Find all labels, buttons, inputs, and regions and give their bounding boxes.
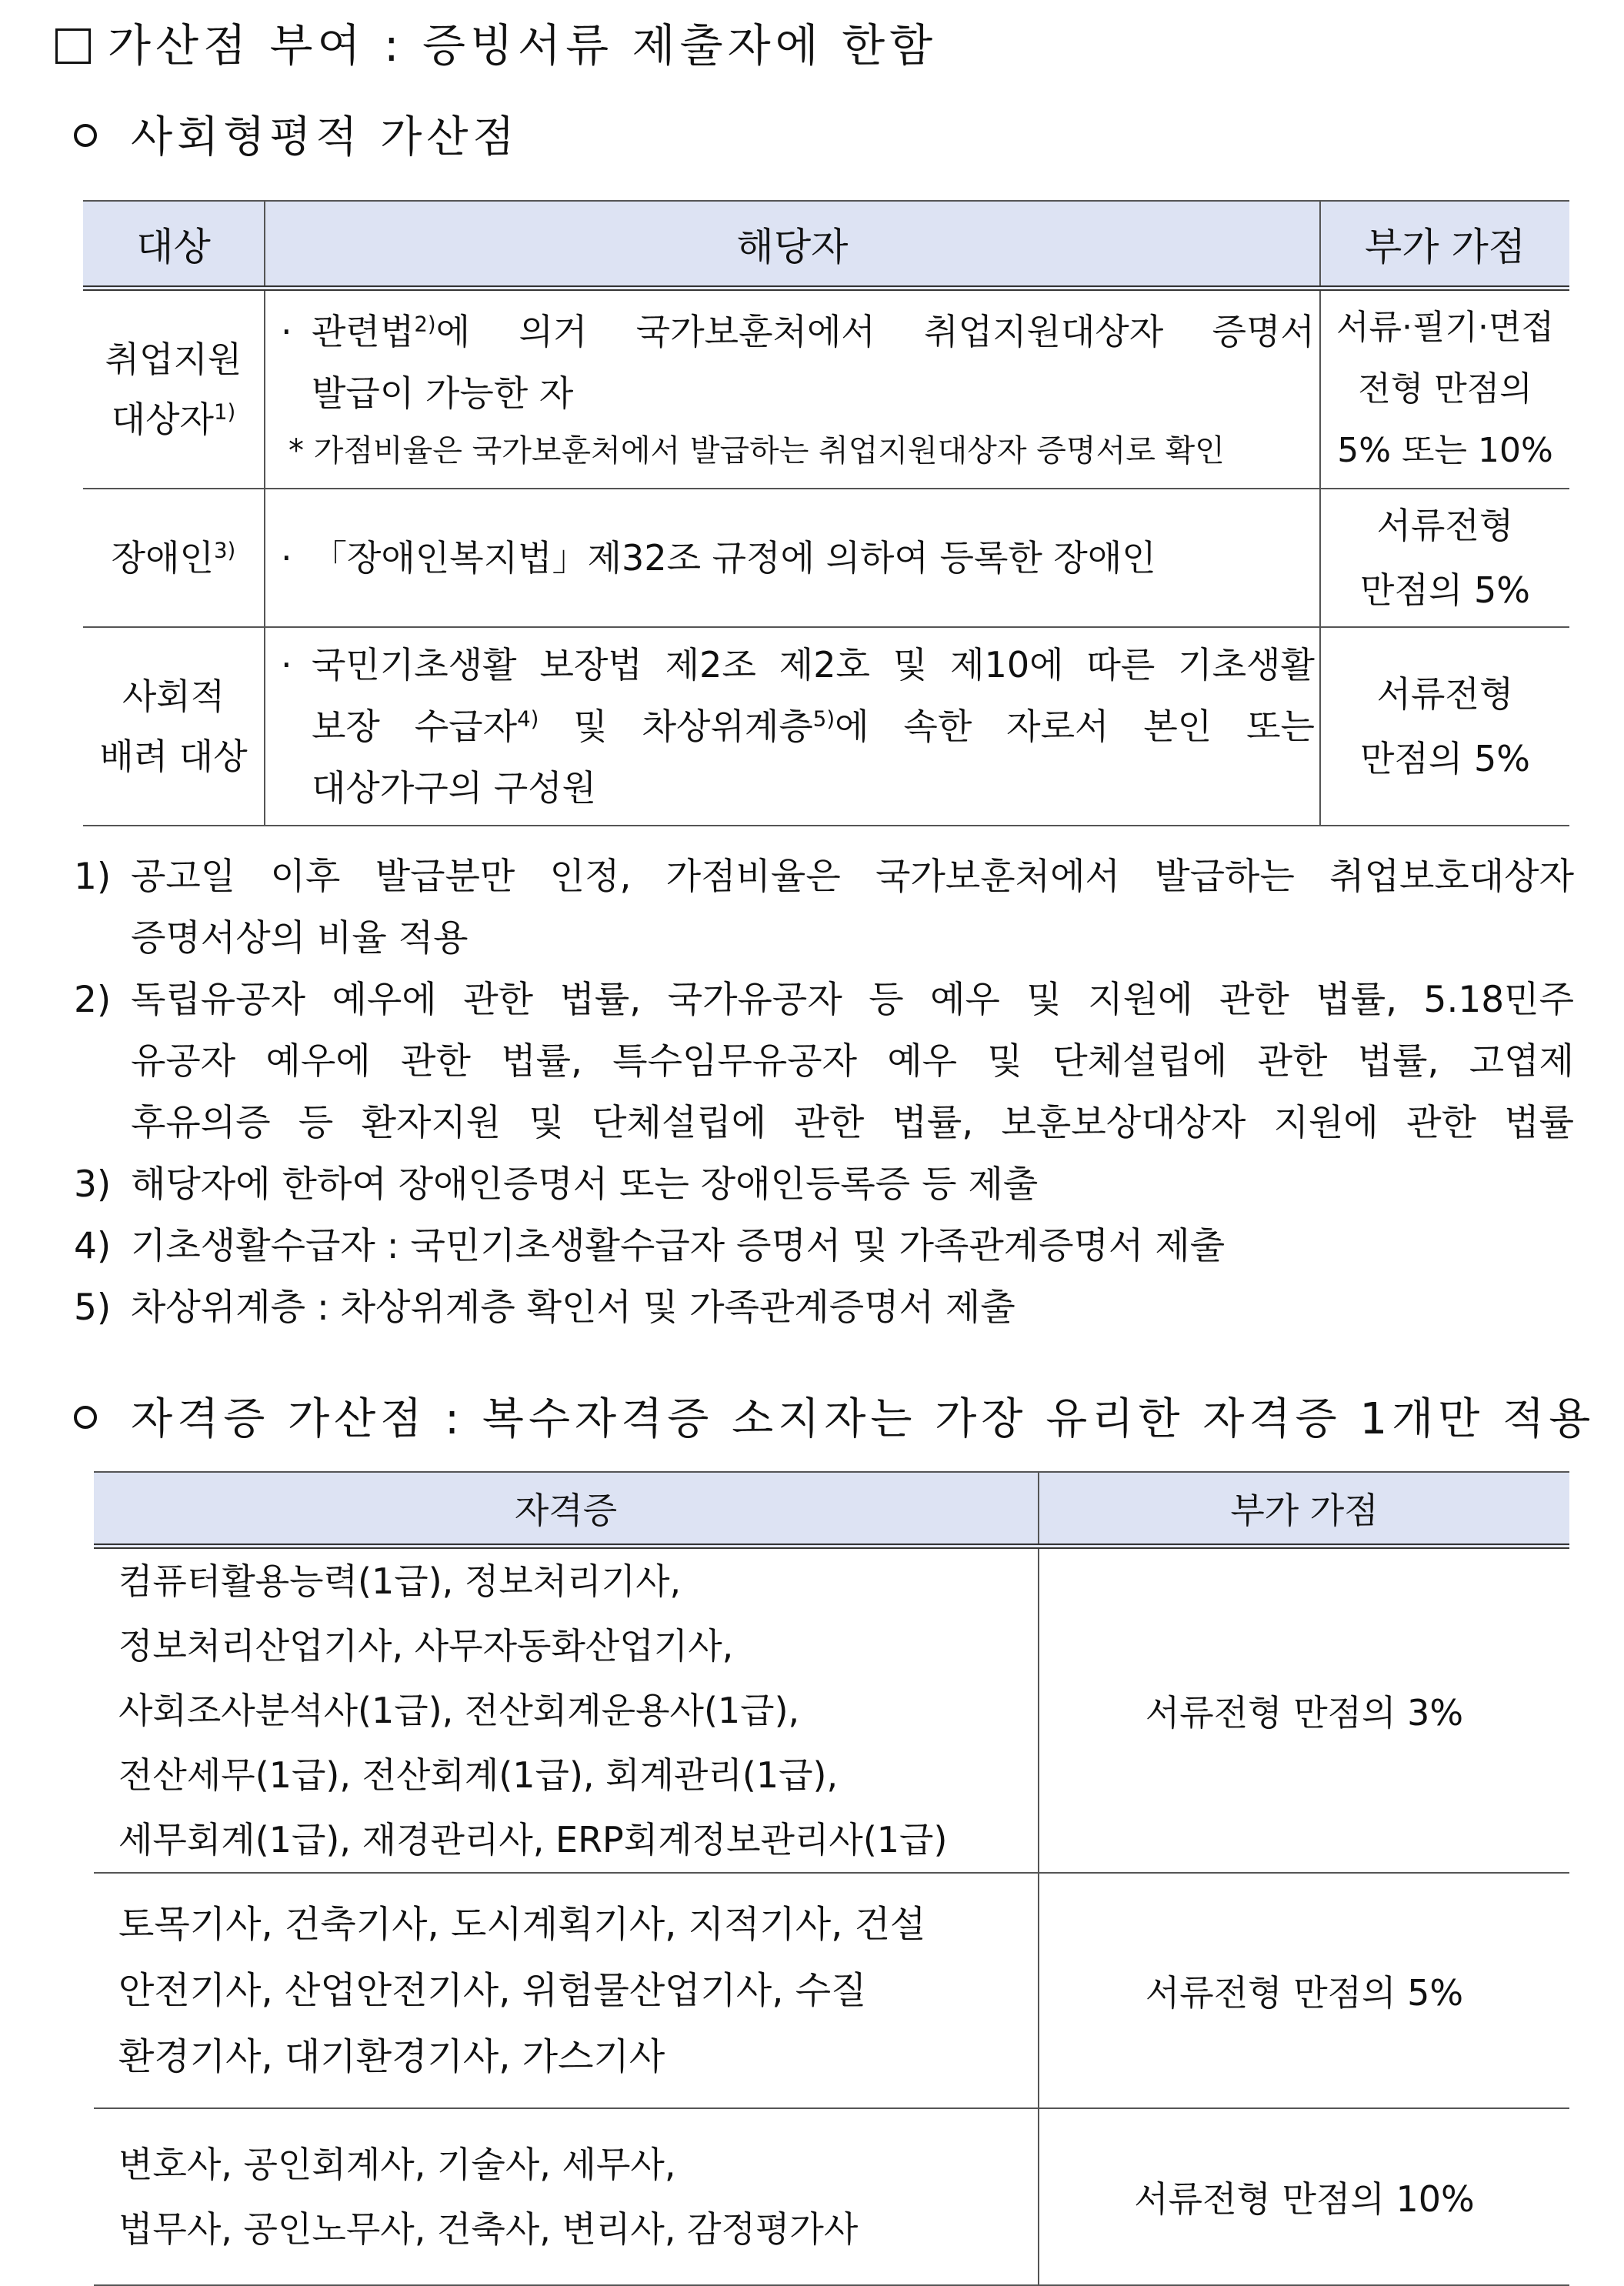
circle-bullet-icon <box>74 124 97 147</box>
eligible-text: · 관련법$^{2)}$에 의거 국가보훈처에서 취업지원대상자 증명서 <box>265 301 1319 362</box>
eligible-text: 보장 수급자$^{4)}$ 및 차상위계층$^{5)}$에 속한 자로서 본인 또는 <box>312 705 1315 747</box>
target-cell: 장애인$^{3)}$ <box>83 489 265 627</box>
header-eligible: 해당자 <box>265 201 1320 289</box>
section-cert-title <box>74 1385 1596 1447</box>
table-row <box>94 1547 1569 1874</box>
points-cell: 서류·필기·면접 전형 만점의 5% 또는 10% <box>1320 289 1569 489</box>
table-row <box>83 489 1569 627</box>
certificate-cell: 변호사, 공인회계사, 기술사, 세무사, 법무사, 공인노무사, 건축사, 변리사, 감정평가사 <box>94 2108 1039 2285</box>
section-social-title-text: 사회형평적 가산점 <box>131 112 519 162</box>
footnote-item: 5) 차상위계층 : 차상위계층 확인서 및 가족관계증명서 제출 <box>74 1287 1015 1329</box>
target-cell: 사회적 배려 대상 <box>83 627 265 826</box>
points-cell: 서류전형 만점의 5% <box>1039 1873 1569 2108</box>
header-target: 대상 <box>83 201 265 289</box>
eligible-cell <box>265 289 1320 489</box>
table-row <box>94 2108 1569 2285</box>
target-text: 취업지원 <box>105 338 242 380</box>
table-row <box>83 289 1569 489</box>
points-cell: 서류전형 만점의 5% <box>1320 627 1569 826</box>
points-cell: 서류전형 만점의 5% <box>1320 489 1569 627</box>
table-row <box>94 1873 1569 2108</box>
header-certificate: 자격증 <box>94 1472 1039 1547</box>
footnote-item: 3) 해당자에 한하여 장애인증명서 또는 장애인등록증 등 제출 <box>74 1163 1039 1206</box>
target-cell <box>83 289 265 489</box>
certificate-cell: 토목기사, 건축기사, 도시계획기사, 지적기사, 건설 안전기사, 산업안전기사, 위험물산업기사, 수질 환경기사, 대기환경기사, 가스기사 <box>94 1873 1039 2108</box>
footnote-item: 4) 기초생활수급자 : 국민기초생활수급자 증명서 및 가족관계증명서 제출 <box>74 1225 1226 1267</box>
table-header-row <box>94 1472 1569 1547</box>
circle-bullet-icon <box>74 1406 97 1429</box>
main-heading-text: 가산점 부여 : 증빙서류 제출자에 한함 <box>108 19 938 72</box>
table-header-row <box>83 201 1569 289</box>
social-equity-table <box>83 200 1569 826</box>
eligible-text: · 「장애인복지법」제32조 규정에 의하여 등록한 장애인 <box>265 527 1319 589</box>
points-cell: 서류전형 만점의 10% <box>1039 2108 1569 2285</box>
certificate-cell: 컴퓨터활용능력(1급), 정보처리기사, 정보처리산업기사, 사무자동화산업기사, 사회조사분석사(1급), 전산회계운용사(1급), 전산세무(1급), 전산회계(1급), 회계관리(1급), 세무회계(1급), 재경관리사, ERP회계정보관리사(1급) <box>94 1547 1039 1874</box>
eligible-cell <box>265 489 1320 627</box>
eligible-note: * 가점비율은 국가보훈처에서 발급하는 취업지원대상자 증명서로 확인 <box>288 432 1225 469</box>
section-social-title <box>74 103 519 165</box>
header-points: 부가 가점 <box>1039 1472 1569 1547</box>
points-cell: 서류전형 만점의 3% <box>1039 1547 1569 1874</box>
footnote-item: 2) 독립유공자 예우에 관한 법률, 국가유공자 등 예우 및 지원에 관한 법률, 5.18민주 유공자 예우에 관한 법률, 특수임무유공자 예우 및 단체설립에 관한 법률, 고엽제 후유의증 등 환자지원 및 단체설립에 관한 법률, 보훈보상대상자 지원에 관한 법률 <box>74 979 1574 1144</box>
eligible-cell <box>265 627 1320 826</box>
eligible-text: 발급이 가능한 자 <box>312 372 574 414</box>
eligible-text: 대상가구의 구성원 <box>312 766 597 809</box>
certificate-table <box>94 1471 1569 2286</box>
eligible-text: · 국민기초생활 보장법 제2조 제2호 및 제10에 따른 기초생활 <box>265 634 1319 696</box>
target-text: 대상자$^{1)}$ <box>111 398 236 440</box>
table-row <box>83 627 1569 826</box>
header-points: 부가 가점 <box>1320 201 1569 289</box>
footnotes <box>74 846 1574 1339</box>
checkbox-square-icon <box>55 28 91 64</box>
main-heading <box>55 9 937 74</box>
footnote-item: 1) 공고일 이후 발급분만 인정, 가점비율은 국가보훈처에서 발급하는 취업보호대상자 증명서상의 비율 적용 <box>74 856 1574 959</box>
section-cert-title-text: 자격증 가산점 : 복수자격증 소지자는 가장 유리한 자격증 1개만 적용 <box>131 1394 1596 1444</box>
